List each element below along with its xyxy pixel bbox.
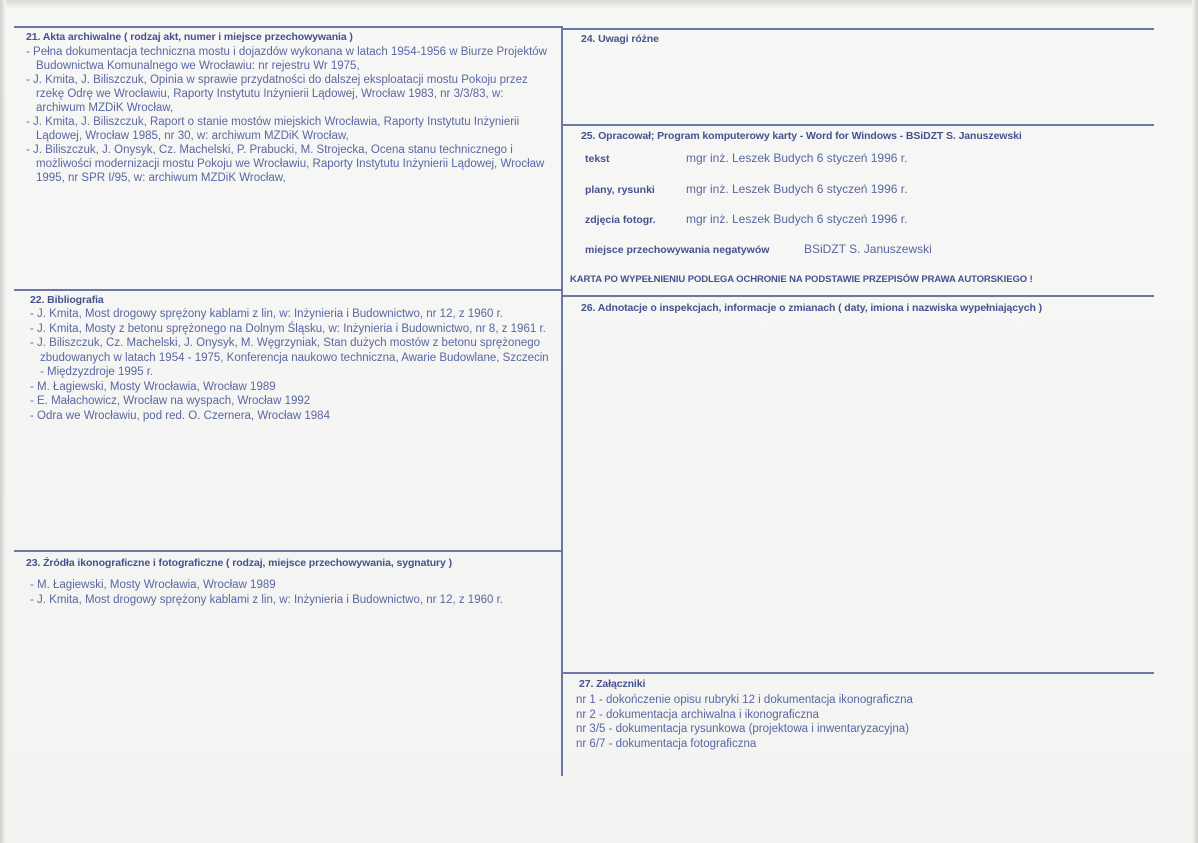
- section-25-title: 25. Opracował; Program komputerowy karty - Word for Windows - BSiDZT S. Januszewski: [581, 130, 1022, 142]
- section-27-title: 27. Załączniki: [579, 678, 646, 690]
- section-23-entries: [26, 578, 554, 608]
- list-item: nr 1 - dokończenie opisu rubryki 12 i dokumentacja ikonograficzna: [576, 694, 913, 706]
- section-21-entries: [26, 45, 554, 185]
- prepared-row-photos: [585, 212, 907, 226]
- list-item: - J. Biliszczuk, Cz. Machelski, J. Onysyk, M. Węgrzyniak, Stan dużych mostów z betonu sprężonego zbudowanych w latach 1954 - 1975, Konferencja naukowo techniczna, Awarie Budowlane, Szczecin - Międzyzdroje 1995 r.: [30, 336, 552, 380]
- prepared-label: plany, rysunki: [585, 184, 655, 196]
- prepared-label: tekst: [585, 153, 610, 165]
- list-item: - Pełna dokumentacja techniczna mostu i dojazdów wykonana w latach 1954-1956 w Biurze Projektów Budownictwa Komunalnego we Wrocławiu: nr rejestru Wr 1975,: [26, 45, 554, 73]
- prepared-value: mgr inż. Leszek Budych 6 styczeń 1996 r.: [686, 182, 908, 196]
- prepared-label: miejsce przechowywania negatywów: [585, 244, 770, 256]
- copyright-notice-text: KARTA PO WYPEŁNIENIU PODLEGA OCHRONIE NA PODSTAWIE PRZEPISÓW PRAWA AUTORSKIEGO !: [570, 274, 1033, 285]
- list-item: - J. Kmita, Most drogowy sprężony kablami z lin, w: Inżynieria i Budownictwo, nr 12, z 1960 r.: [30, 307, 552, 322]
- prepared-value: mgr inż. Leszek Budych 6 styczeń 1996 r.: [686, 151, 908, 165]
- section-22-bibliography: [30, 294, 552, 423]
- prepared-row-negatives: [585, 242, 932, 256]
- rule-25-26: [562, 295, 1154, 297]
- section-23-iconographic-sources: [26, 557, 554, 608]
- list-item: - J. Kmita, Most drogowy sprężony kablami z lin, w: Inżynieria i Budownictwo, nr 12, z 1960 r.: [30, 593, 554, 608]
- section-27-items: [576, 693, 1146, 751]
- list-item: - J. Kmita, J. Biliszczuk, Raport o stanie mostów miejskich Wrocławia, Raporty Instytutu Inżynierii Lądowej, Wrocław 1985, nr 30, w: archiwum MZDiK Wrocław,: [26, 115, 554, 143]
- copyright-notice: [570, 274, 1033, 285]
- section-21-archival-records: [26, 31, 554, 185]
- prepared-value: mgr inż. Leszek Budych 6 styczeń 1996 r.: [686, 212, 908, 226]
- prepared-value: BSiDZT S. Januszewski: [804, 242, 932, 256]
- rule-26-27: [562, 672, 1154, 674]
- list-item: nr 6/7 - dokumentacja fotograficzna: [576, 737, 757, 750]
- list-item: - E. Małachowicz, Wrocław na wyspach, Wrocław 1992: [30, 394, 552, 409]
- rule-21-22: [14, 289, 562, 291]
- section-27-attachments: [576, 678, 1146, 751]
- section-25-prepared-by: [581, 130, 1022, 142]
- list-item: - J. Kmita, J. Biliszczuk, Opinia w sprawie przydatności do dalszej eksploatacji mostu Pokoju przez rzekę Odrę we Wrocławiu, Raporty Instytutu Inżynierii Lądowej, Wrocław 1983, nr 3/3/83, w: archiwum MZDiK Wrocław,: [26, 73, 554, 115]
- prepared-label: zdjęcia fotogr.: [585, 214, 656, 226]
- section-22-entries: [30, 307, 552, 423]
- rule-22-23: [14, 550, 562, 552]
- paper-edge-left: [0, 0, 6, 843]
- list-item: nr 2 - dokumentacja archiwalna i ikonograficzna: [576, 708, 819, 721]
- list-item: - J. Kmita, Mosty z betonu sprężonego na Dolnym Śląsku, w: Inżynieria i Budownictwo, nr 8, z 1961 r.: [30, 322, 552, 337]
- prepared-row-text: [585, 151, 907, 165]
- paper-edge-top: [0, 0, 1198, 8]
- section-26-inspection-notes: [581, 302, 1042, 314]
- rule-top-right: [562, 28, 1154, 30]
- section-21-title: 21. Akta archiwalne ( rodzaj akt, numer i miejsce przechowywania ): [26, 31, 353, 43]
- section-23-title: 23. Źródła ikonograficzne i fotograficzne ( rodzaj, miejsce przechowywania, sygnatury ): [26, 557, 452, 569]
- rule-24-25: [562, 124, 1154, 126]
- section-24-remarks: [581, 33, 659, 45]
- section-26-title: 26. Adnotacje o inspekcjach, informacje o zmianach ( daty, imiona i nazwiska wypełniających ): [581, 302, 1043, 314]
- rule-center-vertical: [561, 26, 563, 776]
- section-24-title: 24. Uwagi różne: [581, 33, 659, 45]
- list-item: - Odra we Wrocławiu, pod red. O. Czernera, Wrocław 1984: [30, 409, 552, 424]
- paper-edge-right: [1192, 0, 1198, 843]
- list-item: - M. Łagiewski, Mosty Wrocławia, Wrocław 1989: [30, 380, 552, 395]
- rule-top-left: [14, 26, 562, 28]
- list-item: nr 3/5 - dokumentacja rysunkowa (projektowa i inwentaryzacyjna): [576, 723, 910, 735]
- list-item: - M. Łagiewski, Mosty Wrocławia, Wrocław 1989: [30, 578, 554, 593]
- prepared-row-plans: [585, 182, 907, 196]
- section-22-title: 22. Bibliografia: [30, 294, 104, 306]
- list-item: - J. Biliszczuk, J. Onysyk, Cz. Machelski, P. Prabucki, M. Strojecka, Ocena stanu technicznego i możliwości modernizacji mostu Pokoju we Wrocławiu, Raporty Instytutu Inżynierii Lądowej, Wrocław 1995, nr SPR I/95, w: archiwum MZDiK Wrocław,: [26, 143, 554, 185]
